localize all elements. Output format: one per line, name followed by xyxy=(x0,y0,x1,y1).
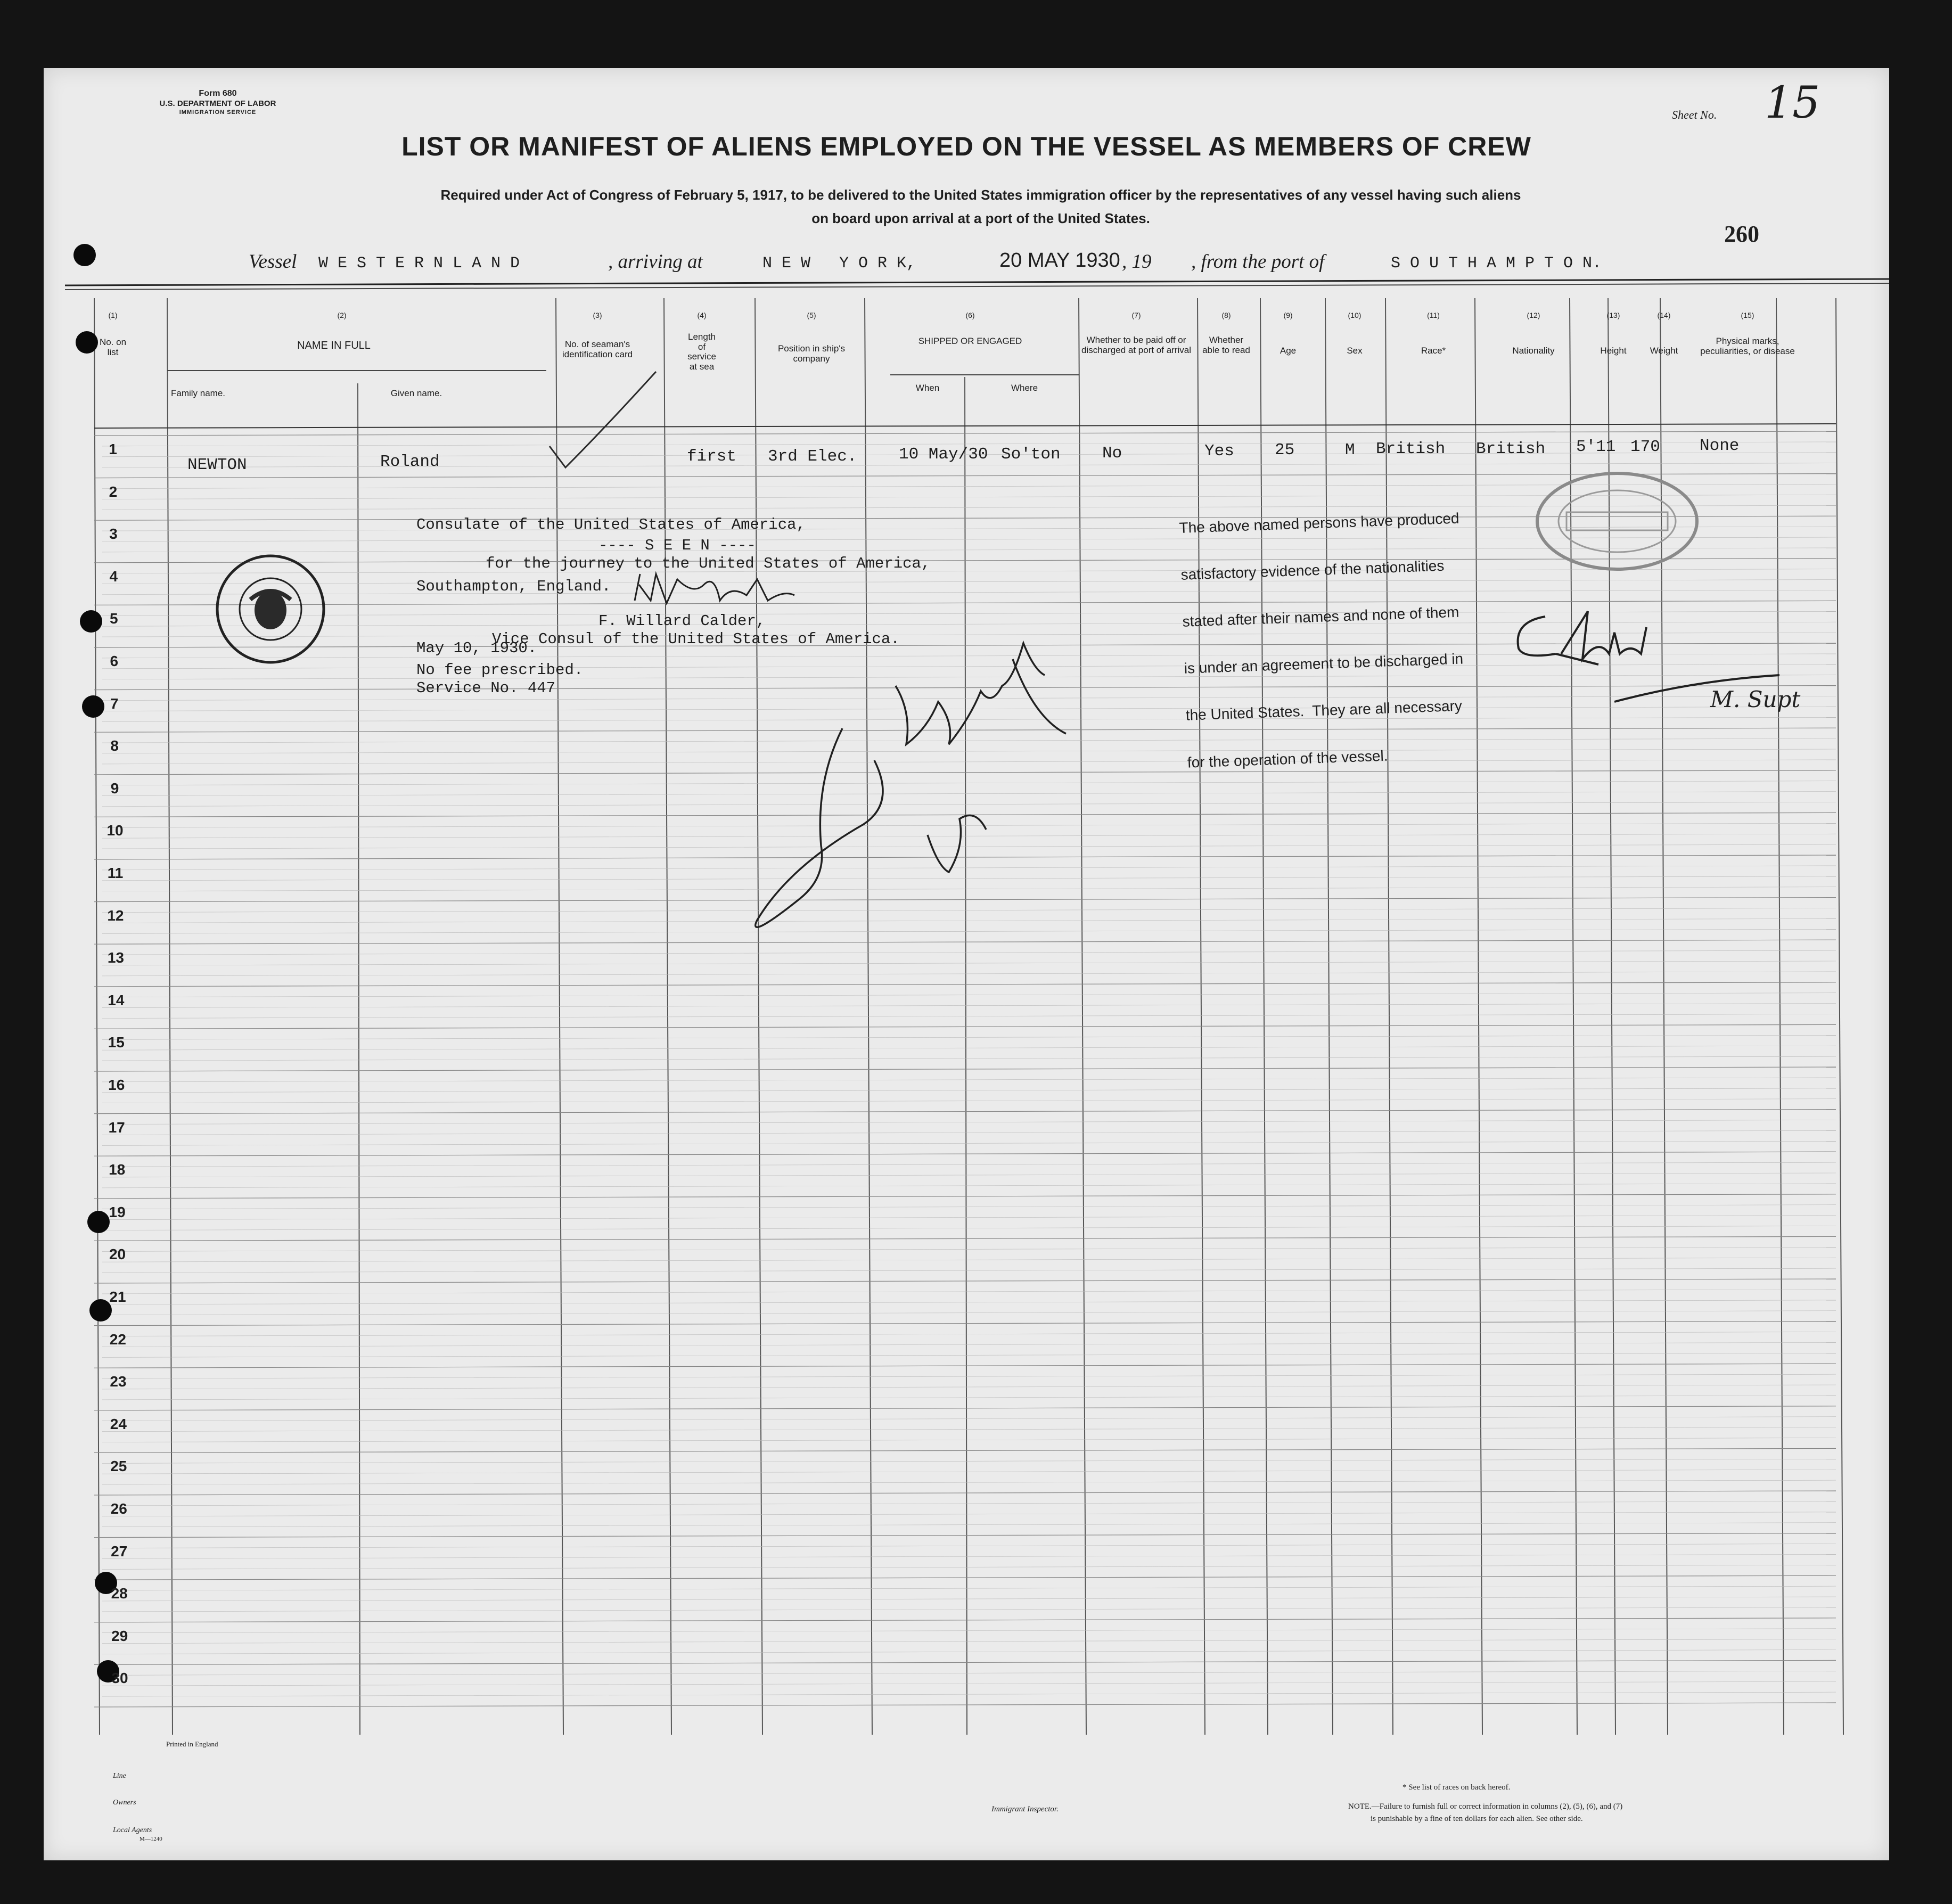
col-number: (3) xyxy=(593,311,602,319)
grid-line xyxy=(94,1364,1836,1368)
col-header-where: Where xyxy=(1011,383,1038,393)
row-number: 12 xyxy=(107,907,124,924)
entry-age: 25 xyxy=(1275,441,1295,459)
year-label: , 19 xyxy=(1122,251,1152,273)
superintendent-signature xyxy=(1481,601,1833,728)
grid-line xyxy=(102,1120,1836,1125)
grid-line xyxy=(94,1067,1836,1071)
col-header-given-name: Given name. xyxy=(390,388,442,398)
grid-line xyxy=(102,1184,1836,1188)
page-code: 260 xyxy=(1724,221,1759,247)
row-number: 28 xyxy=(111,1585,128,1602)
grid-line xyxy=(102,1205,1836,1209)
sheet-label: Sheet No. xyxy=(1672,108,1717,121)
grid-line xyxy=(94,1533,1836,1538)
col-header-nationality: Nationality xyxy=(1512,346,1555,356)
entry-service: first xyxy=(687,447,737,466)
grid-line xyxy=(102,1650,1836,1654)
footer-agents-label: Local Agents xyxy=(113,1826,152,1834)
entry-position: 3rd Elec. xyxy=(768,447,857,466)
service-name: IMMIGRATION SERVICE xyxy=(179,109,257,116)
col-header-service: Length of service at sea xyxy=(687,332,716,372)
footer-owners-label: Owners xyxy=(113,1799,136,1807)
department-name: U.S. DEPARTMENT OF LABOR xyxy=(159,99,276,108)
subtitle-line: Required under Act of Congress of February 5, 1917, to be delivered to the United States immigration officer by the representatives of any vessel having such aliens xyxy=(440,187,1521,203)
col-header-when: When xyxy=(915,383,940,393)
row-number: 27 xyxy=(111,1542,128,1560)
grid-line xyxy=(102,1268,1836,1273)
entry-marks: None xyxy=(1700,437,1740,455)
col-number: (6) xyxy=(965,311,975,319)
grid-line xyxy=(1079,298,1086,1735)
col-header-no: No. on list xyxy=(99,337,127,357)
row-number: 21 xyxy=(109,1289,126,1305)
col-number: (1) xyxy=(108,311,118,319)
row-number: 29 xyxy=(111,1627,128,1644)
grid-line xyxy=(94,1448,1836,1452)
grid-line xyxy=(102,1311,1836,1315)
statement-line: satisfactory evidence of the nationalities xyxy=(1180,557,1445,583)
consulate-line: May 10, 1930. xyxy=(416,639,537,657)
grid-line xyxy=(102,1130,1836,1135)
grid-line xyxy=(102,1332,1836,1336)
form-number: Form 680 xyxy=(199,89,237,98)
grid-line xyxy=(102,1374,1836,1378)
grid-line xyxy=(102,1692,1836,1696)
row-number: 19 xyxy=(109,1203,126,1220)
grid-line xyxy=(94,1406,1836,1410)
race-footnote: * See list of races on back hereof. xyxy=(1403,1783,1511,1792)
row-number: 23 xyxy=(110,1373,127,1390)
grid-line xyxy=(102,1597,1836,1601)
grid-line xyxy=(1776,298,1784,1735)
arriving-label: , arriving at xyxy=(608,251,703,273)
vessel-label: Vessel xyxy=(249,251,297,273)
grid-line xyxy=(94,1110,1836,1114)
col-header-paid-off: Whether to be paid off or discharged at port of arrival xyxy=(1081,335,1191,355)
statement-line: the United States. They are all necessary xyxy=(1185,697,1463,724)
col-header-position: Position in ship's company xyxy=(777,343,846,364)
grid-line xyxy=(102,961,1836,965)
from-port-label: , from the port of xyxy=(1191,251,1325,273)
grid-line xyxy=(102,1607,1836,1612)
row-number: 1 xyxy=(109,441,117,457)
col-header-marks: Physical marks, peculiarities, or disease xyxy=(1700,336,1795,356)
row-number: 14 xyxy=(108,991,125,1008)
col-number: (4) xyxy=(697,311,707,319)
penalty-note-line: is punishable by a fine of ten dollars for each alien. See other side. xyxy=(1371,1814,1583,1823)
arriving-port: N E W Y O R K, xyxy=(762,255,916,273)
col-header-height: Height xyxy=(1600,346,1627,356)
col-number: (8) xyxy=(1221,311,1231,319)
col-number: (15) xyxy=(1741,311,1754,319)
entry-weight: 170 xyxy=(1630,438,1660,456)
col-header-name: NAME IN FULL xyxy=(297,340,371,351)
vessel-name: W E S T E R N L A N D xyxy=(318,255,520,273)
row-number: 6 xyxy=(110,653,119,669)
entry-height: 5'11 xyxy=(1576,438,1616,456)
form-header xyxy=(103,88,332,117)
col-header-sex: Sex xyxy=(1347,346,1363,356)
row-number: 22 xyxy=(109,1331,127,1348)
entry-nationality: British xyxy=(1476,440,1546,458)
signature-title: M. Supt xyxy=(1710,686,1801,712)
row-number: 3 xyxy=(109,526,118,543)
consulate-seal xyxy=(212,551,329,670)
grid-line xyxy=(102,1247,1836,1251)
footer-agents-code: M—1240 xyxy=(140,1836,162,1842)
col-header-shipped: SHIPPED OR ENGAGED xyxy=(918,336,1022,346)
row-number: 16 xyxy=(108,1077,125,1093)
grid-line xyxy=(102,1004,1836,1008)
grid-line xyxy=(102,1639,1836,1644)
row-number: 9 xyxy=(110,779,119,797)
consulate-journey: for the journey to the United States of America, xyxy=(486,555,931,572)
row-number: 4 xyxy=(109,568,118,585)
consulate-seen: ---- S E E N ---- xyxy=(598,537,756,554)
grid-line xyxy=(102,993,1836,997)
col-header-read: Whether able to read xyxy=(1202,335,1250,355)
sheet-number: 15 xyxy=(1765,78,1820,128)
row-number: 17 xyxy=(108,1119,125,1136)
footer-line-label: Line xyxy=(113,1772,126,1780)
grid-line xyxy=(102,1056,1836,1061)
row-number: 25 xyxy=(110,1458,127,1475)
row-number: 5 xyxy=(110,610,118,627)
grid-line xyxy=(94,1660,1836,1664)
grid-line xyxy=(94,1575,1836,1580)
inspector-signature xyxy=(736,622,1087,952)
grid-line xyxy=(102,1078,1836,1082)
col-header-weight: Weight xyxy=(1650,346,1678,356)
consulate-line: Consulate of the United States of America, xyxy=(416,516,806,534)
seal-icon xyxy=(212,551,329,668)
punch-hole xyxy=(76,331,98,354)
row-number: 18 xyxy=(109,1161,126,1178)
col-number: (9) xyxy=(1283,311,1293,319)
row-number: 10 xyxy=(106,822,124,839)
nationality-statement xyxy=(1178,479,1469,802)
page-title: LIST OR MANIFEST OF ALIENS EMPLOYED ON THE VESSEL AS MEMBERS OF CREW xyxy=(401,132,1531,161)
grid-line xyxy=(102,580,1836,584)
entry-when: 10 May/30 xyxy=(899,445,988,464)
col-header-card: No. of seaman's identification card xyxy=(562,339,633,359)
statement-line: The above named persons have produced xyxy=(1179,510,1459,536)
grid-line xyxy=(94,298,100,1735)
grid-line xyxy=(102,590,1836,595)
grid-line xyxy=(167,298,173,1735)
consulate-officer: F. Willard Calder, xyxy=(598,612,766,630)
grid-line xyxy=(965,377,967,1735)
entry-paid-off: No xyxy=(1102,444,1122,463)
consulate-officer-title: Vice Consul of the United States of America. xyxy=(492,630,900,648)
grid-line xyxy=(102,1671,1836,1675)
grid-line xyxy=(94,1024,1836,1029)
statement-line: for the operation of the vessel. xyxy=(1187,747,1388,771)
col-number: (11) xyxy=(1427,311,1440,319)
statement-line: stated after their names and none of them xyxy=(1182,603,1459,630)
office-stamp xyxy=(1529,465,1705,577)
grid-line xyxy=(102,1216,1836,1220)
grid-line xyxy=(94,982,1836,987)
col-number: (5) xyxy=(807,311,816,319)
grid-line xyxy=(102,1088,1836,1093)
row-number: 20 xyxy=(109,1246,126,1263)
grid-line xyxy=(358,383,360,1735)
punch-hole xyxy=(73,244,96,266)
grid-line xyxy=(102,1014,1836,1019)
page-subtitle xyxy=(235,183,1726,230)
grid-line xyxy=(94,1491,1836,1495)
grid-line xyxy=(102,1629,1836,1633)
row-number: 30 xyxy=(111,1670,128,1687)
row-number: 26 xyxy=(110,1500,127,1517)
col-number: (10) xyxy=(1348,311,1362,319)
col-header-race: Race* xyxy=(1421,346,1446,356)
grid-line xyxy=(102,1226,1836,1230)
entry-sex: M xyxy=(1345,441,1355,459)
grid-line xyxy=(102,1258,1836,1262)
grid-line xyxy=(102,1046,1836,1050)
row-number: 13 xyxy=(107,949,124,966)
grid-line xyxy=(102,1099,1836,1103)
consulate-fee: No fee prescribed. xyxy=(416,661,584,679)
col-number: (7) xyxy=(1131,311,1141,319)
grid-line xyxy=(102,1300,1836,1304)
consulate-line: Southampton, England. xyxy=(416,577,611,595)
grid-line xyxy=(102,1353,1836,1357)
col-header-age: Age xyxy=(1280,346,1297,356)
grid-line xyxy=(102,1141,1836,1145)
grid-line xyxy=(102,1290,1836,1294)
entry-given-name: Roland xyxy=(380,453,440,471)
grid-line xyxy=(102,1162,1836,1167)
entry-able-to-read: Yes xyxy=(1204,442,1234,461)
row-number: 2 xyxy=(109,483,118,500)
grid-line xyxy=(1475,298,1482,1735)
statement-line: is under an agreement to be discharged in xyxy=(1184,650,1464,677)
row-number: 24 xyxy=(110,1415,127,1432)
arrival-date-stamp: 20 MAY 1930 xyxy=(999,249,1120,272)
grid-line xyxy=(94,1703,1836,1707)
grid-line xyxy=(1836,298,1843,1735)
penalty-note-line: NOTE.—Failure to furnish full or correct information in columns (2), (5), (6), and (7) xyxy=(1348,1802,1623,1811)
row-number: 7 xyxy=(110,695,119,712)
grid-line xyxy=(102,972,1836,976)
vice-consul-signature xyxy=(624,563,848,617)
from-port: S O U T H A M P T O N. xyxy=(1391,255,1602,273)
grid-line xyxy=(102,1681,1836,1686)
col-number: (13) xyxy=(1606,311,1620,319)
manifest-sheet xyxy=(44,68,1889,1860)
grid-line xyxy=(102,1035,1836,1039)
inspector-label: Immigrant Inspector. xyxy=(991,1805,1059,1813)
col-number: (14) xyxy=(1657,311,1671,319)
row-number: 15 xyxy=(108,1034,125,1051)
entry-race: British xyxy=(1376,440,1446,458)
grid-line xyxy=(102,1173,1836,1177)
penalty-note xyxy=(1348,1801,1622,1825)
consulate-service-no: Service No. 447 xyxy=(416,679,556,697)
entry-where: So'ton xyxy=(1001,445,1061,464)
row-number: 11 xyxy=(107,865,124,881)
col-number: (2) xyxy=(337,311,347,319)
grid-line xyxy=(102,1342,1836,1347)
grid-line xyxy=(94,1618,1836,1622)
row-number: 8 xyxy=(110,737,119,754)
subtitle-line: on board upon arrival at a port of the United States. xyxy=(811,210,1150,227)
entry-family-name: NEWTON xyxy=(187,456,247,474)
col-header-family-name: Family name. xyxy=(170,388,226,398)
col-number: (12) xyxy=(1527,311,1540,319)
printed-note: Printed in England xyxy=(166,1740,218,1748)
